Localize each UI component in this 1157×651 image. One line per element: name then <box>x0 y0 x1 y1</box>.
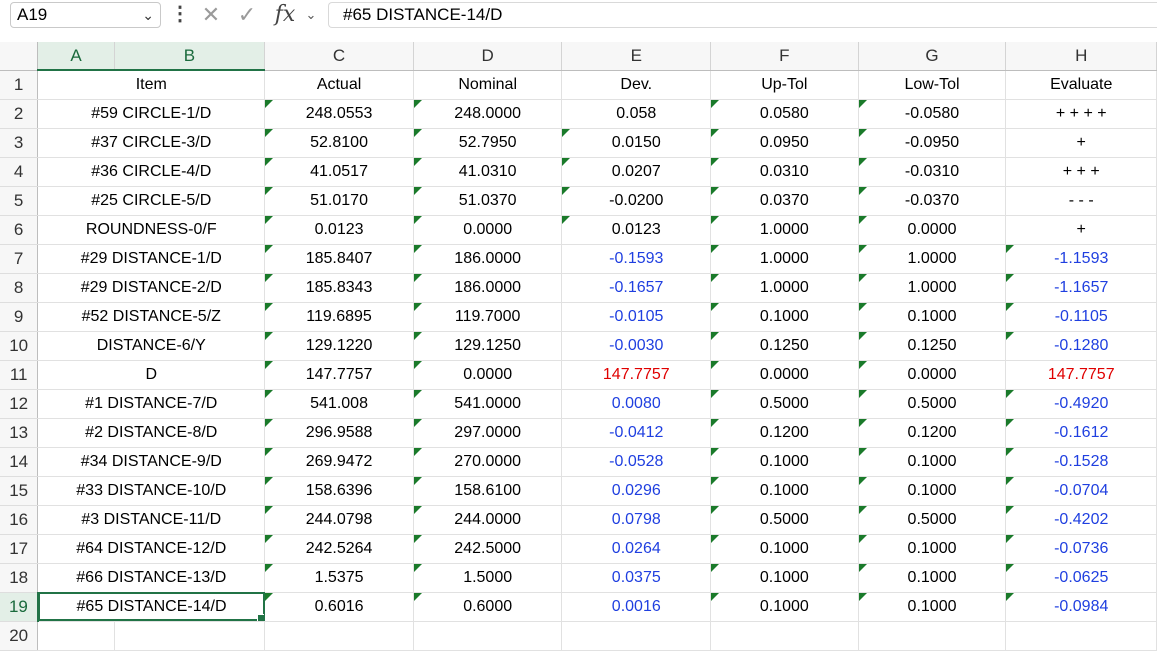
cell-lowtol[interactable]: -0.0580 <box>858 99 1006 128</box>
cell-nominal[interactable]: 52.7950 <box>413 128 562 157</box>
cell-dev[interactable]: -0.0412 <box>562 418 711 447</box>
cell-lowtol[interactable]: 0.5000 <box>858 389 1006 418</box>
cell-actual[interactable] <box>265 621 414 650</box>
cell-nominal[interactable]: 119.7000 <box>413 302 562 331</box>
cell-uptol[interactable]: 0.1000 <box>711 534 859 563</box>
cell-actual[interactable]: 269.9472 <box>265 447 414 476</box>
table-row <box>0 331 1157 360</box>
row-header[interactable]: 11 <box>0 360 38 389</box>
column-header-e[interactable]: E <box>562 42 711 70</box>
cell-nominal[interactable]: 0.6000 <box>413 592 562 621</box>
cell-dev[interactable]: 0.0798 <box>562 505 711 534</box>
cell-nominal[interactable]: 244.0000 <box>413 505 562 534</box>
cell-item[interactable]: #33 DISTANCE-10/D <box>38 476 265 505</box>
cell-dev[interactable]: 0.0080 <box>562 389 711 418</box>
cell-actual[interactable]: 0.6016 <box>265 592 414 621</box>
more-options-icon[interactable]: ⋮ <box>170 3 190 25</box>
cell-lowtol[interactable]: 1.0000 <box>858 273 1006 302</box>
fx-icon: fx <box>274 2 296 27</box>
column-header-row <box>0 42 1157 70</box>
cell-lowtol[interactable]: 0.1000 <box>858 534 1006 563</box>
cell-nominal[interactable] <box>413 621 562 650</box>
cell-evaluate[interactable]: -0.0625 <box>1006 563 1157 592</box>
cell-actual-header[interactable]: Actual <box>265 70 414 99</box>
table-row <box>0 563 1157 592</box>
cell-lowtol[interactable]: -0.0310 <box>858 157 1006 186</box>
column-header-d[interactable]: D <box>413 42 562 70</box>
cell-actual[interactable]: 119.6895 <box>265 302 414 331</box>
cell-lowtol[interactable]: 1.0000 <box>858 244 1006 273</box>
cell-evaluate[interactable]: + <box>1006 215 1157 244</box>
cell-evaluate[interactable]: + + + + <box>1006 99 1157 128</box>
cell-evaluate[interactable]: -1.1593 <box>1006 244 1157 273</box>
cell-uptol-header[interactable]: Up-Tol <box>711 70 859 99</box>
cell-lowtol[interactable]: 0.5000 <box>858 505 1006 534</box>
table-row <box>0 99 1157 128</box>
table-row <box>0 505 1157 534</box>
row-header[interactable]: 9 <box>0 302 38 331</box>
cell-uptol[interactable]: 0.1200 <box>711 418 859 447</box>
chevron-down-icon[interactable]: ⌄ <box>305 7 317 22</box>
cell-lowtol[interactable]: 0.1250 <box>858 331 1006 360</box>
cell-lowtol[interactable]: 0.1200 <box>858 418 1006 447</box>
cell-item[interactable]: #52 DISTANCE-5/Z <box>38 302 265 331</box>
row-header[interactable]: 12 <box>0 389 38 418</box>
table-row <box>0 447 1157 476</box>
cell-evaluate[interactable]: + <box>1006 128 1157 157</box>
cell-evaluate[interactable]: -0.4920 <box>1006 389 1157 418</box>
select-all-corner[interactable] <box>0 42 38 70</box>
cell-actual[interactable]: 41.0517 <box>265 157 414 186</box>
cell-actual[interactable]: 1.5375 <box>265 563 414 592</box>
row-header[interactable]: 6 <box>0 215 38 244</box>
name-box-value: A19 <box>17 5 48 24</box>
formula-bar <box>0 0 1157 40</box>
cell-a-empty[interactable] <box>38 621 114 650</box>
table-row <box>0 157 1157 186</box>
cell-actual[interactable]: 248.0553 <box>265 99 414 128</box>
cell-evaluate[interactable]: -0.0736 <box>1006 534 1157 563</box>
cell-lowtol[interactable]: -0.0950 <box>858 128 1006 157</box>
row-header[interactable]: 2 <box>0 99 38 128</box>
enter-check-icon[interactable]: ✓ <box>237 2 257 27</box>
row-header[interactable]: 10 <box>0 331 38 360</box>
cell-item-header[interactable]: Item <box>38 70 265 99</box>
table-row <box>0 244 1157 273</box>
row-header[interactable]: 8 <box>0 273 38 302</box>
table-row <box>0 302 1157 331</box>
cell-nominal[interactable]: 270.0000 <box>413 447 562 476</box>
cell-item[interactable]: #1 DISTANCE-7/D <box>38 389 265 418</box>
cell-item[interactable]: #3 DISTANCE-11/D <box>38 505 265 534</box>
cell-nominal[interactable]: 242.5000 <box>413 534 562 563</box>
cell-nominal[interactable]: 0.0000 <box>413 215 562 244</box>
table-row <box>0 186 1157 215</box>
cell-dev[interactable]: 0.0264 <box>562 534 711 563</box>
column-header-c[interactable]: C <box>265 42 414 70</box>
cell-lowtol[interactable]: 0.1000 <box>858 592 1006 621</box>
cell-uptol[interactable]: 0.5000 <box>711 505 859 534</box>
cell-uptol[interactable]: 0.1000 <box>711 592 859 621</box>
table-row <box>0 534 1157 563</box>
cell-uptol[interactable]: 0.1250 <box>711 331 859 360</box>
spreadsheet-grid <box>0 42 1157 651</box>
table-row <box>0 592 1157 621</box>
cell-uptol[interactable]: 1.0000 <box>711 273 859 302</box>
cell-lowtol[interactable]: 0.1000 <box>858 447 1006 476</box>
cell-nominal[interactable]: 129.1250 <box>413 331 562 360</box>
cell-nominal[interactable]: 297.0000 <box>413 418 562 447</box>
cell-evaluate[interactable] <box>1006 621 1157 650</box>
cell-lowtol[interactable]: 0.1000 <box>858 476 1006 505</box>
cell-item[interactable]: #29 DISTANCE-2/D <box>38 273 265 302</box>
cell-actual[interactable]: 51.0170 <box>265 186 414 215</box>
cell-dev[interactable]: 147.7757 <box>562 360 711 389</box>
cell-uptol[interactable]: 1.0000 <box>711 215 859 244</box>
cell-lowtol[interactable]: 0.0000 <box>858 215 1006 244</box>
cell-nominal[interactable]: 186.0000 <box>413 244 562 273</box>
cancel-icon[interactable]: ✕ <box>201 2 221 27</box>
cell-dev[interactable]: 0.0016 <box>562 592 711 621</box>
cell-uptol[interactable]: 0.0310 <box>711 157 859 186</box>
cell-evaluate[interactable]: -0.1528 <box>1006 447 1157 476</box>
cell-actual[interactable]: 185.8407 <box>265 244 414 273</box>
cell-dev[interactable]: 0.0207 <box>562 157 711 186</box>
cell-dev[interactable]: -0.0200 <box>562 186 711 215</box>
table-row <box>0 621 1157 650</box>
cell-item[interactable]: #2 DISTANCE-8/D <box>38 418 265 447</box>
cell-nominal[interactable]: 186.0000 <box>413 273 562 302</box>
cell-actual[interactable]: 158.6396 <box>265 476 414 505</box>
cell-uptol[interactable]: 0.0000 <box>711 360 859 389</box>
cell-dev[interactable]: -0.1657 <box>562 273 711 302</box>
table-row <box>0 476 1157 505</box>
cell-item[interactable]: #66 DISTANCE-13/D <box>38 563 265 592</box>
cell-evaluate-header[interactable]: Evaluate <box>1006 70 1157 99</box>
cell-uptol[interactable]: 0.0370 <box>711 186 859 215</box>
cell-actual[interactable]: 147.7757 <box>265 360 414 389</box>
cell-dev[interactable]: 0.0296 <box>562 476 711 505</box>
table-row <box>0 389 1157 418</box>
cell-lowtol[interactable]: 0.1000 <box>858 563 1006 592</box>
column-header-g[interactable]: G <box>858 42 1006 70</box>
cell-actual[interactable]: 129.1220 <box>265 331 414 360</box>
cell-evaluate[interactable]: -0.0704 <box>1006 476 1157 505</box>
row-header[interactable]: 7 <box>0 244 38 273</box>
cell-item[interactable]: #37 CIRCLE-3/D <box>38 128 265 157</box>
cell-uptol[interactable]: 0.5000 <box>711 389 859 418</box>
cell-evaluate[interactable]: -0.1105 <box>1006 302 1157 331</box>
row-header[interactable]: 13 <box>0 418 38 447</box>
cell-evaluate[interactable]: - - - <box>1006 186 1157 215</box>
cell-uptol[interactable] <box>711 621 859 650</box>
row-header[interactable]: 4 <box>0 157 38 186</box>
column-header-h[interactable]: H <box>1006 42 1157 70</box>
cell-uptol[interactable]: 0.0950 <box>711 128 859 157</box>
cell-dev[interactable] <box>562 621 711 650</box>
row-header[interactable]: 20 <box>0 621 38 650</box>
cell-actual[interactable]: 242.5264 <box>265 534 414 563</box>
cell-evaluate[interactable]: 147.7757 <box>1006 360 1157 389</box>
row-header[interactable]: 3 <box>0 128 38 157</box>
cell-nominal[interactable]: 158.6100 <box>413 476 562 505</box>
cell-b-empty[interactable] <box>114 621 265 650</box>
cell-uptol[interactable]: 0.0580 <box>711 99 859 128</box>
cell-dev[interactable]: 0.058 <box>562 99 711 128</box>
row-header[interactable]: 18 <box>0 563 38 592</box>
cell-dev[interactable]: -0.0105 <box>562 302 711 331</box>
cell-uptol[interactable]: 0.1000 <box>711 447 859 476</box>
row-header[interactable]: 15 <box>0 476 38 505</box>
cell-lowtol[interactable]: 0.1000 <box>858 302 1006 331</box>
cell-dev[interactable]: -0.1593 <box>562 244 711 273</box>
row-header[interactable]: 16 <box>0 505 38 534</box>
cell-item[interactable]: #64 DISTANCE-12/D <box>38 534 265 563</box>
cell-actual[interactable]: 296.9588 <box>265 418 414 447</box>
row-header[interactable]: 5 <box>0 186 38 215</box>
column-header-b[interactable]: B <box>114 42 265 70</box>
cell-nominal[interactable]: 541.0000 <box>413 389 562 418</box>
cell-actual[interactable]: 541.008 <box>265 389 414 418</box>
cell-dev[interactable]: 0.0375 <box>562 563 711 592</box>
cell-uptol[interactable]: 0.1000 <box>711 302 859 331</box>
cell-nominal[interactable]: 1.5000 <box>413 563 562 592</box>
cell-evaluate[interactable]: -0.1612 <box>1006 418 1157 447</box>
cell-dev-header[interactable]: Dev. <box>562 70 711 99</box>
active-cell-item[interactable]: #65 DISTANCE-14/D <box>38 592 265 621</box>
row-header[interactable]: 17 <box>0 534 38 563</box>
row-header[interactable]: 19 <box>0 592 38 621</box>
table-row <box>0 70 1157 99</box>
name-box[interactable] <box>10 2 161 28</box>
cell-item[interactable]: D <box>38 360 265 389</box>
cell-item[interactable]: #29 DISTANCE-1/D <box>38 244 265 273</box>
formula-input[interactable]: #65 DISTANCE-14/D <box>328 2 1157 28</box>
cell-nominal[interactable]: 41.0310 <box>413 157 562 186</box>
cell-nominal-header[interactable]: Nominal <box>413 70 562 99</box>
cell-actual[interactable]: 52.8100 <box>265 128 414 157</box>
cell-lowtol[interactable] <box>858 621 1006 650</box>
row-header[interactable]: 14 <box>0 447 38 476</box>
cell-item[interactable]: #59 CIRCLE-1/D <box>38 99 265 128</box>
cell-dev[interactable]: -0.0528 <box>562 447 711 476</box>
cell-uptol[interactable]: 0.1000 <box>711 476 859 505</box>
cell-item[interactable]: #25 CIRCLE-5/D <box>38 186 265 215</box>
cell-lowtol[interactable]: -0.0370 <box>858 186 1006 215</box>
cell-lowtol[interactable]: 0.0000 <box>858 360 1006 389</box>
table-row <box>0 418 1157 447</box>
cell-item[interactable]: #34 DISTANCE-9/D <box>38 447 265 476</box>
insert-function-button[interactable] <box>270 2 300 28</box>
column-header-a[interactable]: A <box>38 42 114 70</box>
cell-nominal[interactable]: 248.0000 <box>413 99 562 128</box>
cell-dev[interactable]: -0.0030 <box>562 331 711 360</box>
cell-uptol[interactable]: 0.1000 <box>711 563 859 592</box>
table-row <box>0 215 1157 244</box>
table-row <box>0 273 1157 302</box>
cell-evaluate[interactable]: -0.0984 <box>1006 592 1157 621</box>
cell-actual[interactable]: 0.0123 <box>265 215 414 244</box>
table-row <box>0 128 1157 157</box>
cell-lowtol-header[interactable]: Low-Tol <box>858 70 1006 99</box>
chevron-down-icon[interactable]: ⌄ <box>142 7 154 23</box>
cell-nominal[interactable]: 0.0000 <box>413 360 562 389</box>
cell-actual[interactable]: 244.0798 <box>265 505 414 534</box>
row-header[interactable]: 1 <box>0 70 38 99</box>
cell-item[interactable]: ROUNDNESS-0/F <box>38 215 265 244</box>
column-header-f[interactable]: F <box>711 42 859 70</box>
table-row <box>0 360 1157 389</box>
cell-item[interactable]: DISTANCE-6/Y <box>38 331 265 360</box>
cell-dev[interactable]: 0.0123 <box>562 215 711 244</box>
cell-evaluate[interactable]: -0.4202 <box>1006 505 1157 534</box>
cell-actual[interactable]: 185.8343 <box>265 273 414 302</box>
cell-nominal[interactable]: 51.0370 <box>413 186 562 215</box>
cell-item[interactable]: #36 CIRCLE-4/D <box>38 157 265 186</box>
cell-evaluate[interactable]: -1.1657 <box>1006 273 1157 302</box>
cell-evaluate[interactable]: -0.1280 <box>1006 331 1157 360</box>
cell-uptol[interactable]: 1.0000 <box>711 244 859 273</box>
cell-evaluate[interactable]: + + + <box>1006 157 1157 186</box>
cell-dev[interactable]: 0.0150 <box>562 128 711 157</box>
